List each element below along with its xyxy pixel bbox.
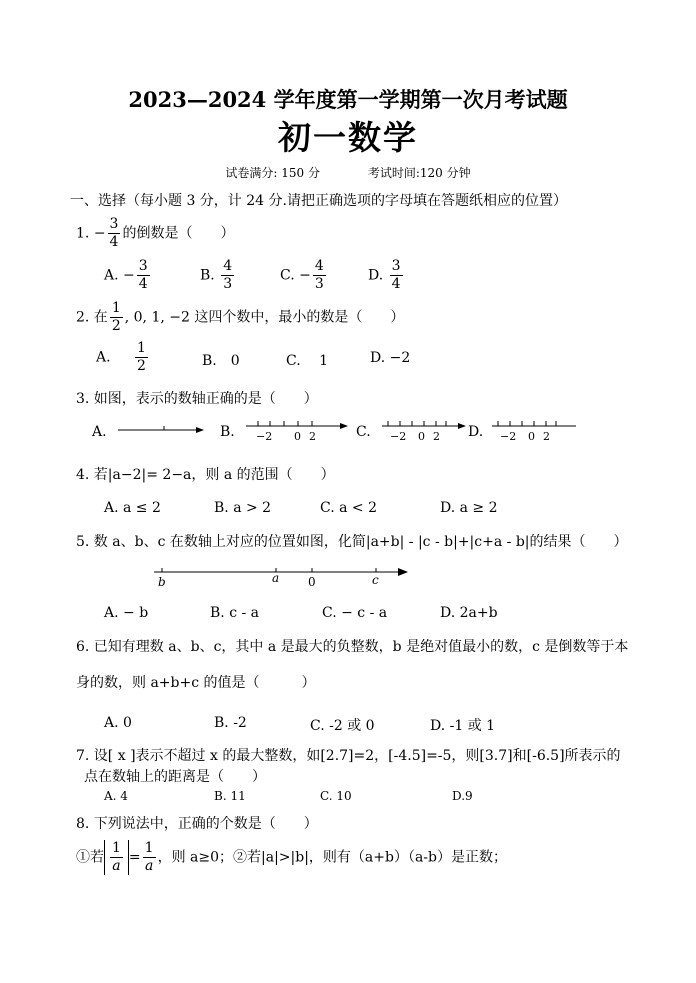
- question-8: 8. 下列说法中，正确的个数是（ ）: [76, 816, 318, 832]
- question-6-line-2: 身的数，则 a+b+c 的值是（ ）: [76, 675, 316, 691]
- point-label-c: c: [372, 573, 379, 587]
- question-2-fraction: [110, 300, 123, 335]
- question-1: [76, 216, 234, 251]
- question-1-sign: −: [93, 225, 106, 242]
- q2-option-a: [96, 340, 150, 375]
- q6-option-b: B. -2: [214, 715, 247, 731]
- tick-label: 0: [528, 430, 535, 443]
- tick-label: −2: [256, 430, 273, 443]
- option-letter: A.: [104, 267, 119, 284]
- fraction-denominator: 2: [137, 358, 146, 374]
- question-5: 5. 数 a、b、c 在数轴上对应的位置如图，化简|a+b| - |c - b|+|c+a - b|的结果（ ）: [76, 534, 628, 550]
- point-label-a: a: [272, 571, 280, 585]
- exam-meta: [0, 164, 696, 181]
- fraction-denominator: 2: [111, 318, 121, 334]
- fraction-numerator: 4: [314, 258, 324, 274]
- question-2-prefix: 2. 在: [76, 309, 108, 326]
- question-2: [76, 300, 404, 335]
- point-label-b: b: [158, 575, 166, 589]
- q5-option-b: B. c - a: [210, 605, 260, 621]
- fraction-denominator: 3: [223, 276, 233, 292]
- tick-label: −2: [390, 430, 407, 443]
- q1-option-d: [368, 258, 405, 293]
- fraction-denominator: 4: [138, 276, 148, 292]
- question-1-stem: 的倒数是（ ）: [122, 225, 235, 242]
- q7-option-b: B. 11: [214, 789, 246, 803]
- q7-option-a: A. 4: [104, 789, 128, 803]
- statement-2-text: 若|a|>|b|，则有（a+b）（a-b）是正数；: [247, 849, 507, 866]
- fraction-numerator: 3: [391, 258, 401, 274]
- option-letter: A.: [96, 349, 111, 366]
- q3-option-a: A.: [92, 424, 107, 440]
- statement-1-abs-fraction: [110, 840, 123, 875]
- fraction-denominator: 4: [109, 234, 119, 250]
- fraction-numerator: 3: [109, 216, 119, 232]
- q5-option-c: C. − c - a: [322, 605, 388, 621]
- fraction-denominator: a: [144, 858, 154, 874]
- tick-label: −2: [500, 430, 517, 443]
- q6-option-d: D. -1 或 1: [430, 718, 496, 734]
- option-letter: B.: [200, 267, 215, 284]
- tick-label: 2: [309, 430, 316, 443]
- question-1-label: 1.: [76, 225, 90, 242]
- q7-option-d: D.9: [452, 789, 473, 803]
- option-fraction: [135, 340, 148, 375]
- statement-1-prefix: 若: [90, 849, 104, 866]
- fraction-numerator: 4: [223, 258, 233, 274]
- q6-option-c: C. -2 或 0: [310, 718, 375, 734]
- exam-title: 2023—2024 学年度第一学期第一次月考试题: [128, 87, 568, 112]
- exam-subject: 初一数学: [278, 118, 418, 157]
- fraction-numerator: 1: [112, 840, 121, 856]
- option-fraction: [313, 258, 326, 293]
- point-label-0: 0: [308, 575, 316, 589]
- question-1-fraction: [108, 216, 121, 251]
- question-6-line-1: 6. 已知有理数 a、b、c，其中 a 是最大的负整数，b 是绝对值最小的数，c 是倒数等于本: [76, 639, 629, 655]
- statement-2-marker: ②: [233, 849, 248, 866]
- q3-option-d: D.: [468, 424, 484, 440]
- option-sign: −: [299, 267, 311, 284]
- fraction-numerator: 1: [111, 300, 121, 316]
- question-4: 4. 若|a−2|= 2−a，则 a 的范围（ ）: [76, 467, 335, 483]
- q3-number-line-c: [380, 416, 470, 446]
- tick-label: 2: [543, 430, 550, 443]
- q1-option-b: [200, 258, 236, 293]
- option-letter: D.: [368, 267, 384, 284]
- q4-option-c: C. a < 2: [320, 500, 377, 516]
- q4-option-a: A. a ≤ 2: [104, 500, 161, 516]
- question-7-line-2: 点在数轴上的距离是（ ）: [84, 769, 266, 785]
- question-8-statements: [76, 840, 507, 875]
- q6-option-a: A. 0: [104, 715, 132, 731]
- option-fraction: [221, 258, 234, 293]
- q5-number-line: [150, 562, 412, 592]
- q4-option-b: B. a > 2: [214, 500, 272, 516]
- q2-option-b: B. 0: [202, 353, 240, 369]
- statement-1-fraction: [143, 840, 156, 875]
- tick-label: 0: [418, 430, 425, 443]
- q2-option-c: C. 1: [286, 353, 329, 369]
- fraction-denominator: 3: [314, 276, 324, 292]
- question-2-stem: , 0, 1, −2 这四个数中，最小的数是（ ）: [124, 309, 405, 326]
- q7-option-c: C. 10: [320, 789, 352, 803]
- exam-time: 考试时间:120 分钟: [367, 166, 471, 180]
- q5-option-d: D. 2a+b: [440, 605, 498, 621]
- tick-label: 2: [433, 430, 440, 443]
- q3-number-line-a: [116, 420, 206, 444]
- option-letter: C.: [280, 267, 295, 284]
- q1-option-a: [104, 258, 152, 293]
- fraction-numerator: 3: [138, 258, 148, 274]
- fraction-denominator: 4: [391, 276, 401, 292]
- q4-option-d: D. a ≥ 2: [440, 500, 498, 516]
- fraction-numerator: 1: [137, 340, 146, 356]
- option-fraction: [137, 258, 150, 293]
- q2-option-d: D. −2: [370, 350, 411, 366]
- fraction-denominator: a: [112, 858, 121, 874]
- q3-option-b: B.: [220, 424, 235, 440]
- option-sign: −: [123, 267, 135, 284]
- q3-number-line-b: [244, 416, 350, 446]
- section-heading: 一、选择（每小题 3 分，计 24 分.请把正确选项的字母填在答题纸相应的位置）: [70, 193, 567, 209]
- question-3: 3. 如图，表示的数轴正确的是（ ）: [76, 391, 318, 407]
- statement-1-abs: [104, 840, 129, 875]
- q3-number-line-d: [490, 416, 580, 446]
- tick-label: 0: [294, 430, 301, 443]
- fraction-numerator: 1: [144, 840, 154, 856]
- statement-1-marker: ①: [76, 849, 90, 866]
- statement-1-conclusion: ，则 a≥0；: [157, 849, 234, 866]
- q3-option-c: C.: [356, 424, 371, 440]
- statement-1-equals: =: [128, 849, 141, 866]
- q5-option-a: A. − b: [104, 605, 149, 621]
- q1-option-c: [280, 258, 328, 293]
- option-fraction: [390, 258, 403, 293]
- question-7-line-1: 7. 设[ x ]表示不超过 x 的最大整数，如[2.7]=2，[-4.5]=-5，则[3.7]和[-6.5]所表示的: [76, 748, 621, 764]
- full-score: 试卷满分: 150 分: [225, 166, 320, 180]
